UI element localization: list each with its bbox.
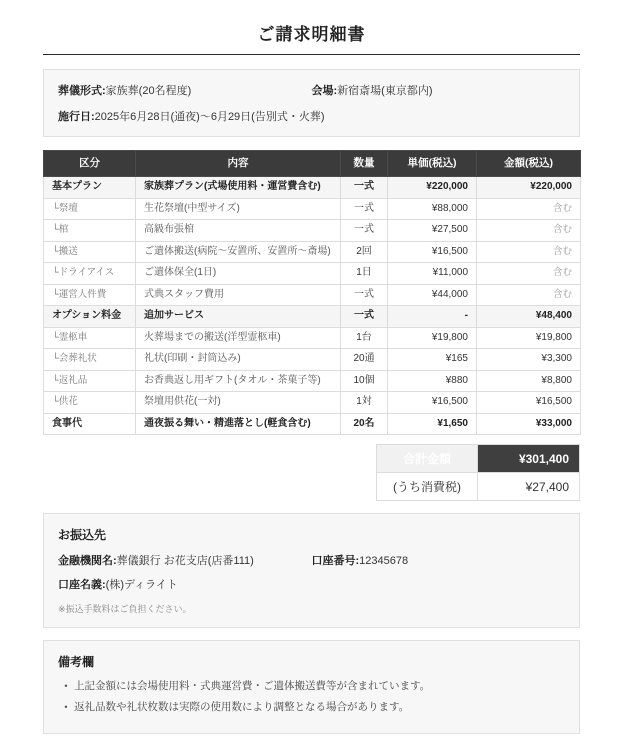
cell-description: 生花祭壇(中型サイズ) (136, 198, 341, 220)
cell-quantity: 一式 (341, 284, 388, 306)
summary-box (43, 69, 580, 137)
cell-description: 火葬場までの搬送(洋型霊柩車) (136, 327, 341, 349)
totals-table (376, 444, 580, 501)
bank-institution-label: 金融機関名: (58, 555, 117, 568)
total-value: ¥301,400 (478, 445, 580, 473)
tax-label: (うち消費税) (377, 473, 478, 501)
cell-quantity: 2回 (341, 241, 388, 263)
account-name (58, 576, 312, 592)
cell-unit-price: ¥19,800 (388, 327, 477, 349)
table-row (44, 220, 581, 242)
cell-amount: 含む (477, 198, 581, 220)
table-row (44, 241, 581, 263)
cell-quantity: 1対 (341, 392, 388, 414)
cell-quantity: 10個 (341, 370, 388, 392)
bank-transfer-box (43, 513, 580, 628)
remarks-box (43, 640, 580, 734)
cell-description: 追加サービス (136, 306, 341, 328)
remark-text: 上記金額には会場使用料・式典運営費・ご遺体搬送費等が含まれています。 (74, 680, 431, 693)
table-row (44, 413, 581, 435)
cell-unit-price: ¥1,650 (388, 413, 477, 435)
cell-category: └供花 (44, 392, 136, 414)
bank-fee-note: ※振込手数料はご負担ください。 (58, 604, 192, 615)
tax-value: ¥27,400 (478, 473, 580, 501)
cell-amount: 含む (477, 241, 581, 263)
cell-amount: 含む (477, 220, 581, 242)
cell-category: └霊柩車 (44, 327, 136, 349)
cell-quantity: 1日 (341, 263, 388, 285)
cell-description: ご遺体搬送(病院〜安置所、安置所〜斎場) (136, 241, 341, 263)
cell-quantity: 一式 (341, 198, 388, 220)
cell-quantity: 一式 (341, 306, 388, 328)
table-row (44, 392, 581, 414)
table-row (44, 284, 581, 306)
cell-description: 通夜振る舞い・精進落とし(軽食含む) (136, 413, 341, 435)
bank-box-title: お振込先 (58, 528, 107, 543)
service-date-value: 2025年6月28日(通夜)〜6月29日(告別式・火葬) (94, 111, 325, 123)
cell-amount: ¥33,000 (477, 413, 581, 435)
title-divider (43, 54, 580, 55)
invoice-items-table (43, 150, 581, 435)
table-row (44, 306, 581, 328)
remark-text: 返礼品数や礼状枚数は実際の使用数により調整となる場合があります。 (74, 700, 410, 713)
table-row (44, 177, 581, 199)
bullet-icon: • (64, 681, 68, 692)
bank-institution (58, 552, 312, 568)
cell-amount: ¥48,400 (477, 306, 581, 328)
cell-category: オプション料金 (44, 306, 136, 328)
cell-amount: 含む (477, 263, 581, 285)
cell-amount: 含む (477, 284, 581, 306)
cell-amount: ¥19,800 (477, 327, 581, 349)
cell-unit-price: ¥11,000 (388, 263, 477, 285)
column-header: 区分 (44, 151, 136, 177)
cell-unit-price: ¥220,000 (388, 177, 477, 199)
cell-unit-price: ¥880 (388, 370, 477, 392)
venue (312, 82, 566, 98)
account-number-label: 口座番号: (311, 555, 360, 568)
cell-unit-price: ¥16,500 (388, 392, 477, 414)
remark-item (58, 679, 565, 695)
cell-category: └棺 (44, 220, 136, 242)
remark-item (58, 700, 565, 716)
table-row (44, 370, 581, 392)
cell-category: └返礼品 (44, 370, 136, 392)
cell-description: 礼状(印刷・封筒込み) (136, 349, 341, 371)
cell-quantity: 一式 (341, 220, 388, 242)
cell-amount: ¥3,300 (477, 349, 581, 371)
cell-unit-price: ¥165 (388, 349, 477, 371)
cell-quantity: 一式 (341, 177, 388, 199)
cell-category: 基本プラン (44, 177, 136, 199)
cell-description: 祭壇用供花(一対) (136, 392, 341, 414)
funeral-type-value: 家族葬(20名程度) (105, 85, 192, 97)
cell-unit-price: ¥27,500 (388, 220, 477, 242)
cell-amount: ¥220,000 (477, 177, 581, 199)
bullet-icon: • (64, 701, 68, 712)
cell-unit-price: ¥16,500 (388, 241, 477, 263)
remarks-title: 備考欄 (58, 655, 95, 670)
remarks-list (58, 679, 565, 716)
account-name-label: 口座名義: (58, 579, 106, 592)
cell-category: └搬送 (44, 241, 136, 263)
cell-unit-price: ¥88,000 (388, 198, 477, 220)
tax-row (377, 473, 580, 501)
cell-description: 高級布張棺 (136, 220, 341, 242)
table-row (44, 263, 581, 285)
table-row (44, 198, 581, 220)
cell-description: ご遺体保全(1日) (136, 263, 341, 285)
funeral-type (58, 82, 312, 98)
total-row (377, 445, 580, 473)
cell-category: 食事代 (44, 413, 136, 435)
cell-quantity: 20通 (341, 349, 388, 371)
table-row (44, 349, 581, 371)
cell-quantity: 1台 (341, 327, 388, 349)
account-name-value: (株)ディライト (105, 579, 178, 592)
cell-description: 家族葬プラン(式場使用料・運営費含む) (136, 177, 341, 199)
cell-description: お香典返し用ギフト(タオル・茶菓子等) (136, 370, 341, 392)
table-row (44, 327, 581, 349)
account-number-value: 12345678 (359, 555, 409, 568)
cell-description: 式典スタッフ費用 (136, 284, 341, 306)
total-label: 合計金額 (377, 445, 478, 473)
cell-category: └ドライアイス (44, 263, 136, 285)
service-date (58, 108, 565, 124)
page-title: ご請求明細書 (257, 25, 366, 44)
column-header: 金額(税込) (477, 151, 581, 177)
funeral-type-label: 葬儀形式: (58, 85, 106, 97)
cell-category: └祭壇 (44, 198, 136, 220)
venue-value: 新宿斎場(東京都内) (337, 85, 433, 97)
column-header: 単価(税込) (388, 151, 477, 177)
cell-category: └会葬礼状 (44, 349, 136, 371)
cell-category: └運営人件費 (44, 284, 136, 306)
service-date-label: 施行日: (58, 111, 95, 123)
bank-institution-value: 葬儀銀行 お花支店(店番111) (116, 555, 254, 568)
account-number (312, 552, 566, 568)
column-header: 内容 (136, 151, 341, 177)
table-header-row (44, 151, 581, 177)
column-header: 数量 (341, 151, 388, 177)
venue-label: 会場: (311, 85, 338, 97)
totals-section (43, 444, 580, 501)
cell-unit-price: - (388, 306, 477, 328)
cell-amount: ¥16,500 (477, 392, 581, 414)
cell-amount: ¥8,800 (477, 370, 581, 392)
table-body (44, 177, 581, 435)
cell-quantity: 20名 (341, 413, 388, 435)
cell-unit-price: ¥44,000 (388, 284, 477, 306)
